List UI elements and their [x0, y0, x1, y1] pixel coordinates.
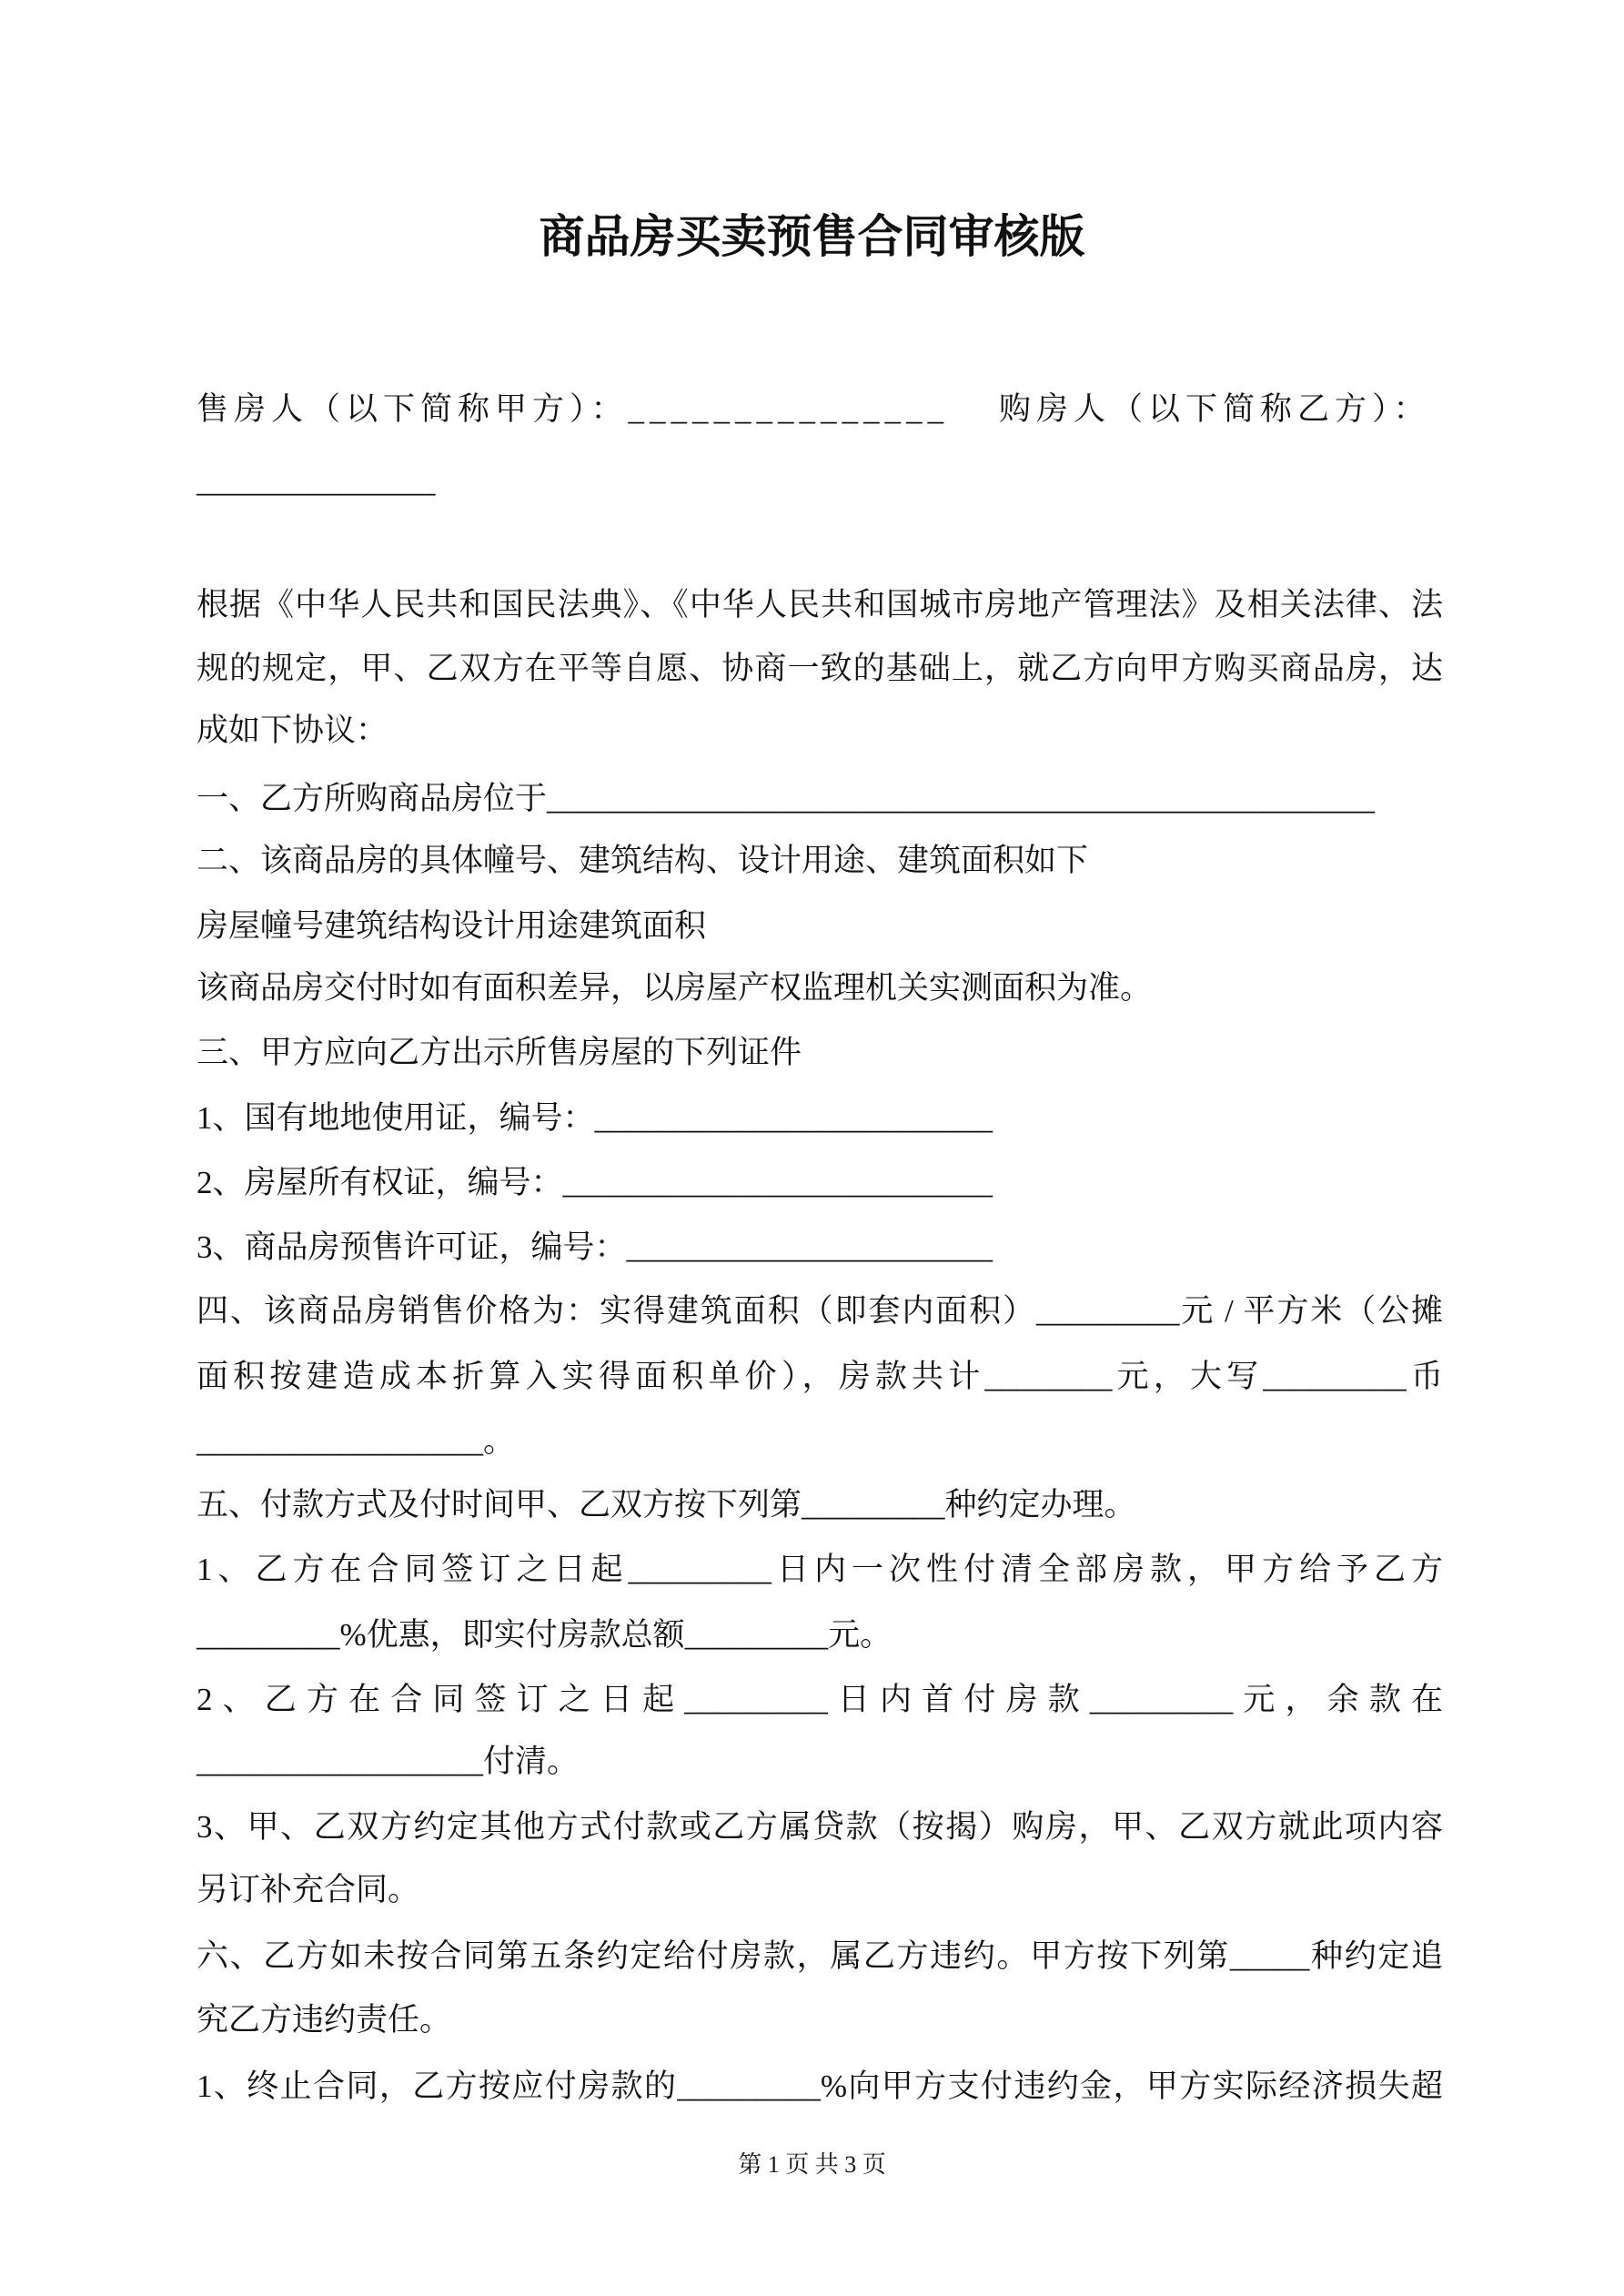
- clause-1: 一、乙方所购商品房位于____________________________________________________: [197, 781, 1376, 816]
- clause-5-item-1: _________%优惠，即实付房款总额_________元。: [197, 1617, 893, 1653]
- clause-6: 六、乙方如未按合同第五条约定给付房款，属乙方违约。甲方按下列第_____种约定追: [197, 1938, 1443, 1974]
- seller-line: 售房人（以下简称甲方）：_______________: [197, 391, 950, 427]
- clause-6: 究乙方违约责任。: [197, 2002, 452, 2038]
- page-number: 第 1 页 共 3 页: [738, 2151, 886, 2178]
- clause-3-item-1: 1、国有地地使用证，编号：_________________________: [197, 1100, 994, 1136]
- clause-4: 四、该商品房销售价格为：实得建筑面积（即套内面积）_________元 / 平方米（公摊: [197, 1293, 1443, 1329]
- clause-3-item-2: 2、房屋所有权证，编号：___________________________: [197, 1165, 994, 1200]
- clause-2-note: 该商品房交付时如有面积差异，以房屋产权监理机关实测面积为准。: [197, 970, 1153, 1006]
- clause-4: __________________。: [197, 1423, 516, 1459]
- clause-4: 面积按建造成本折算入实得面积单价），房款共计________元，大写_________币: [197, 1359, 1443, 1394]
- buyer-blank: _______________: [197, 463, 436, 499]
- preamble-line: 根据《中华人民共和国民法典》、《中华人民共和国城市房地产管理法》及相关法律、法: [197, 587, 1443, 622]
- clause-5-item-3: 另订补充合同。: [197, 1872, 420, 1907]
- clause-5-item-2: 2、乙方在合同签订之日起_________日内首付房款_________元，余款在: [197, 1682, 1443, 1717]
- clause-2-fields: 房屋幢号建筑结构设计用途建筑面积: [197, 908, 707, 944]
- clause-3-item-3: 3、商品房预售许可证，编号：_______________________: [197, 1229, 994, 1265]
- document-title: 商品房买卖预售合同审核版: [539, 211, 1085, 262]
- preamble-line: 规的规定，甲、乙双方在平等自愿、协商一致的基础上，就乙方向甲方购买商品房，达: [197, 651, 1443, 686]
- buyer-line: 购房人（以下简称乙方）：: [999, 391, 1431, 427]
- clause-2: 二、该商品房的具体幢号、建筑结构、设计用途、建筑面积如下: [197, 843, 1089, 878]
- clause-5-item-2: __________________付清。: [197, 1744, 580, 1779]
- clause-3: 三、甲方应向乙方出示所售房屋的下列证件: [197, 1035, 802, 1070]
- preamble-line: 成如下协议：: [197, 713, 388, 748]
- clause-5-item-1: 1、乙方在合同签订之日起_________日内一次性付清全部房款，甲方给予乙方: [197, 1552, 1443, 1587]
- clause-5-item-3: 3、甲、乙双方约定其他方式付款或乙方属贷款（按揭）购房，甲、乙双方就此项内容: [197, 1809, 1443, 1845]
- clause-6-item-1: 1、终止合同，乙方按应付房款的_________%向甲方支付违约金，甲方实际经济损失超: [197, 2068, 1443, 2104]
- clause-5: 五、付款方式及付时间甲、乙双方按下列第_________种约定办理。: [197, 1487, 1136, 1522]
